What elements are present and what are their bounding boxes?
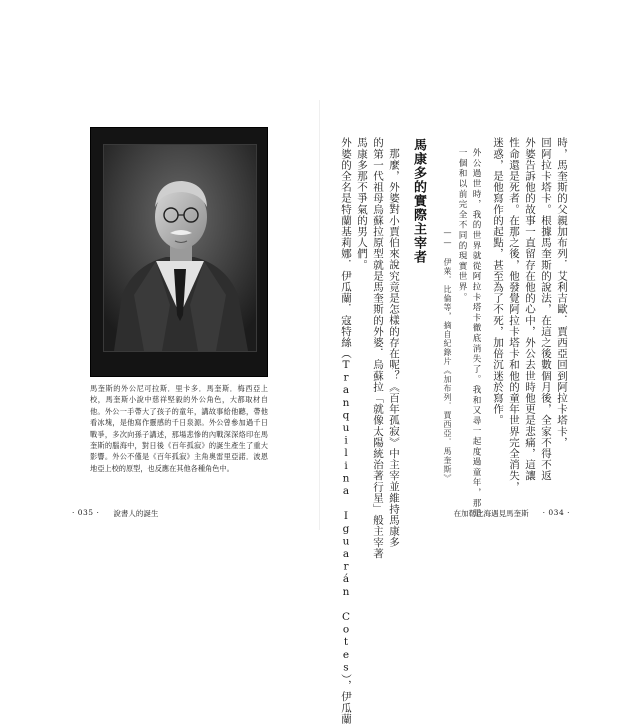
right-footer [454,508,570,519]
portrait-photo [103,144,257,352]
photo-caption: 馬奎斯的外公尼可拉斯．里卡多．馬奎斯．梅西亞上校，馬奎斯小說中慈祥堅毅的外公角色，大都取材自他。外公一手帶大了孩子的童年，講故事給他聽，帶他看冰塊，是他寫作靈感的千日泉源。外公曾參加過千日戰爭，多次向孫子講述，那場悲慘的內戰深深烙印在馬奎斯的腦海中，對日後《百年孤寂》的誕生產生了重大影響。外公不僅是《百年孤寂》主角奧雷里亞諾．波恩地亞上校的原型，也反應在其他各種角色中。 [90,384,268,473]
body-column-3: 外婆告訴他的故事一直留存在他的心中，外公去世時他更是悲痛，這讓 [524,137,536,482]
body-column-4: 性命還是死者。在那之後，他發覺阿拉卡塔卡和他的童年世界完全消失， [508,137,520,493]
section-column-4: 外婆的全名是特蘭基莉娜．伊瓜蘭．寇特絲（Tranquilina Iguarán Cotes），伊瓜蘭 [340,137,352,724]
section-column-2: 的第一代祖母烏蘇拉原型就是馬奎斯的外婆．烏蘇拉「就像太陽統治著行星」般主宰著 [372,137,384,559]
body-column-2: 回阿拉卡塔卡。根據馬奎斯的說法，在這之後數個月後，全家不得不返 [540,137,552,482]
left-footer [72,508,158,519]
quote-line-1: 外公過世時，我的世界就從阿拉卡塔卡徹底消失了。我和又尋一起度過童年，那是 [471,148,481,519]
page-number-right: · 034 · [542,508,570,517]
body-column-5: 迷惑，是他寫作的起點，甚至為了不死，加倍沉迷於寫作。 [492,137,504,426]
quote-line-2: 一個和以前完全不同的現實世界。 [457,148,467,303]
page-number-left: · 035 · [72,508,100,517]
portrait-photo-mount [90,127,268,377]
page-gutter [319,100,320,530]
quote-attribution: —— 伊萊．比倫等，摘自紀錄片《加布列．賈西亞．馬奎斯》 [443,228,452,483]
running-head-left: 說書人的誕生 [113,509,159,518]
section-column-1: 那麼，外婆對小賈伯來說究竟是怎樣的存在呢？《百年孤寂》中主宰並維持馬康多 [388,148,400,548]
body-column-1: 時，馬奎斯的父親加布列．艾利吉歐．賈西亞回到阿拉卡塔卡， [556,137,568,448]
section-column-3: 馬康多那不爭氣的男人們。 [356,137,368,271]
running-head-right: 在加勒比海遇見馬奎斯 [453,509,529,518]
section-heading: 馬康多的實際主宰者 [411,138,426,264]
